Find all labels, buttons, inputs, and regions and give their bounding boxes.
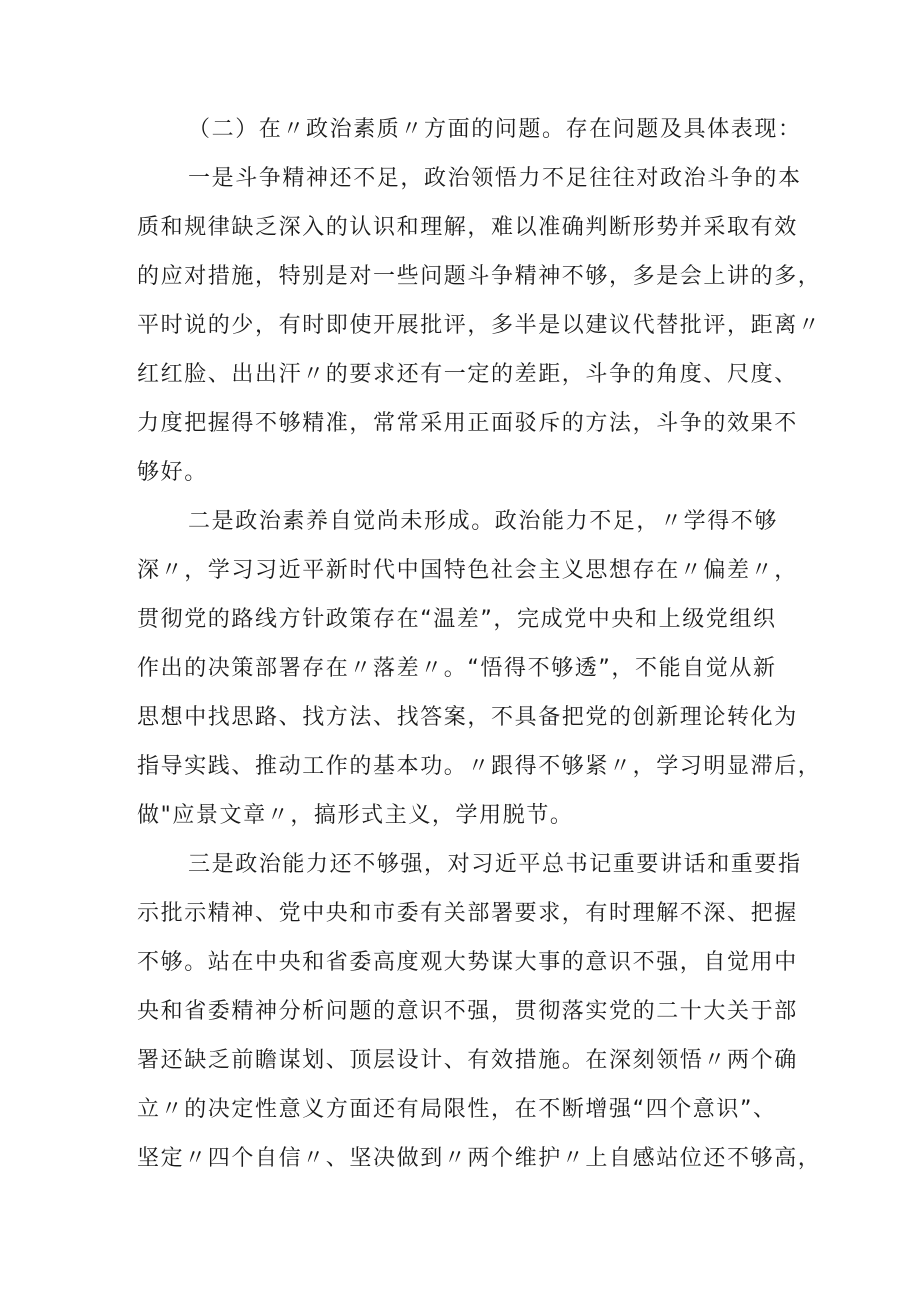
paragraph-2-line-7: 做"应景文章〃，搞形式主义，学用脱节。 xyxy=(137,803,574,828)
paragraph-3-line-6: 立〃的决定性意义方面还有局限性，在不断增强“四个意识”、 xyxy=(137,1097,777,1122)
paragraph-2-line-3: 贯彻党的路线方针政策存在“温差”，完成党中央和上级党组织 xyxy=(137,607,777,632)
paragraph-3-line-1: 三是政治能力还不够强，对习近平总书记重要讲话和重要指 xyxy=(188,852,802,877)
paragraph-3-line-3: 不够。站在中央和省委高度观大势谋大事的意识不强，自觉用中 xyxy=(137,950,798,975)
paragraph-2-line-6: 指导实践、推动工作的基本功。〃跟得不够紧〃，学习明显滞后， xyxy=(137,754,822,779)
paragraph-2-line-5: 思想中找思路、找方法、找答案，不具备把党的创新理论转化为 xyxy=(137,705,798,730)
paragraph-1-line-1: 一是斗争精神还不足，政治领悟力不足往往对政治斗争的本 xyxy=(188,166,802,191)
paragraph-3-line-7: 坚定〃四个自信〃、坚决做到〃两个维护〃上自感站位还不够高， xyxy=(137,1146,822,1171)
paragraph-1-line-3: 的应对措施，特别是对一些问题斗争精神不够，多是会上讲的多， xyxy=(137,264,822,289)
paragraph-3-line-5: 署还缺乏前瞻谋划、顶层设计、有效措施。在深刻领悟〃两个确 xyxy=(137,1048,798,1073)
paragraph-2-line-2: 深〃，学习习近平新时代中国特色社会主义思想存在〃偏差〃， xyxy=(137,558,798,583)
paragraph-1-line-5: 红红脸、出出汗〃的要求还有一定的差距，斗争的角度、尺度、 xyxy=(137,362,798,387)
paragraph-1-line-6: 力度把握得不够精准，常常采用正面驳斥的方法，斗争的效果不 xyxy=(137,411,798,436)
paragraph-3-line-4: 央和省委精神分析问题的意识不强，贯彻落实党的二十大关于部 xyxy=(137,999,798,1024)
paragraph-2-line-4: 作出的决策部署存在〃落差〃。“悟得不够透”，不能自觉从新 xyxy=(137,656,777,681)
section-heading: （二）在〃政治素质〃方面的问题。存在问题及具体表现： xyxy=(188,117,802,142)
paragraph-2-line-1: 二是政治素养自觉尚未形成。政治能力不足，〃学得不够 xyxy=(188,509,779,534)
paragraph-1-line-4: 平时说的少，有时即使开展批评，多半是以建议代替批评，距离〃 xyxy=(137,313,822,338)
paragraph-3-line-2: 示批示精神、党中央和市委有关部署要求，有时理解不深、把握 xyxy=(137,901,798,926)
paragraph-1-line-2: 质和规律缺乏深入的认识和理解，难以准确判断形势并采取有效 xyxy=(137,215,798,240)
paragraph-1-line-7: 够好。 xyxy=(137,460,208,485)
